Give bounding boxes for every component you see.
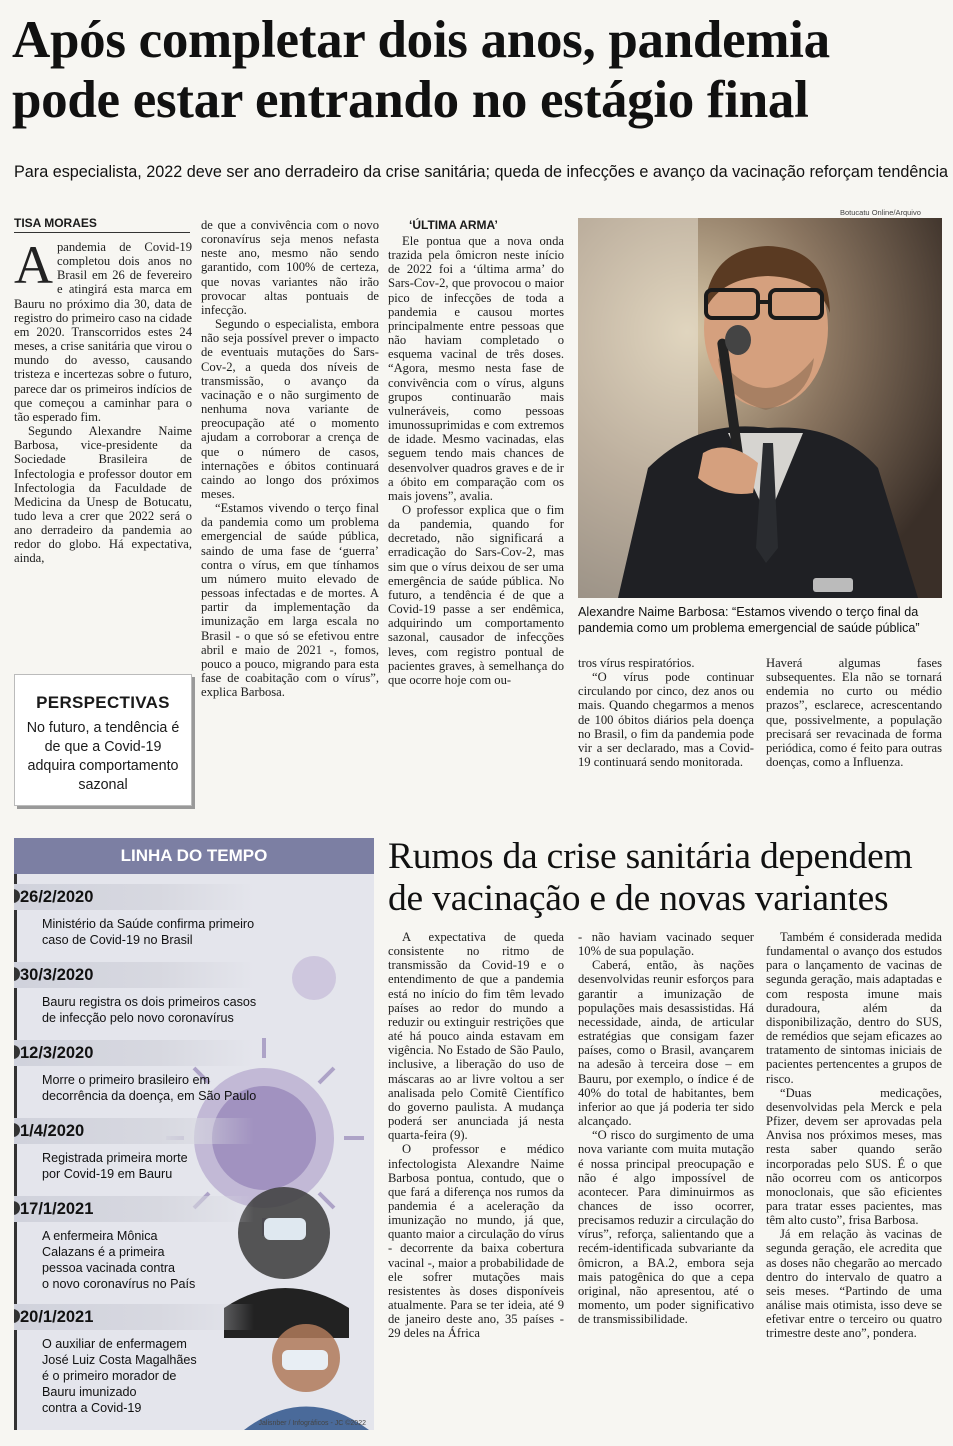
timeline-text-line: por Covid-19 em Bauru [42, 1167, 173, 1181]
article-column-3 [388, 234, 564, 687]
timeline-text-line: José Luiz Costa Magalhães [42, 1353, 197, 1367]
paragraph: Segundo o especialista, embora não seja possível prever o impacto de eventuais mutações do Sars-Cov-2, a queda dos níveis de transmissão, o avanço da vacinação e o não surgimento de nenhuma nova variante de preocupação até o momento ajudam a corroborar a crença de que o número de casos, internações e óbitos continuará caindo ao longo dos próximos meses. [201, 317, 379, 501]
paragraph: A expectativa de queda consistente no ritmo de transmissão da Covid-19 e o entendimento de que a pandemia está no início do fim têm levado países ao redor do mundo a reduzir ou extinguir restrições que até há pouco ainda estavam em vigência. No Estado de São Paulo, inclusive, a liberação do uso de máscaras ao ar livre voltou a ser analisada pelo Comitê Científico do governo paulista. A mudança poderá ser anunciada já nesta quarta-feira (9). [388, 930, 564, 1143]
infographic-credit: Jalisnber / Infográficos - JC ©2022 [258, 1420, 366, 1427]
paragraph: “Duas medicações, desenvolvidas pela Merck e pela Pfizer, devem ser aprovadas pela Anvisa nos próximos meses, mas resta saber quando serão incorporadas pelo SUS. É o que não ocorreu com os anticorpos monoclonais, que são eficientes para tratar esses pacientes, mas têm alto custo”, frisa Barbosa. [766, 1085, 942, 1228]
timeline-description [42, 1336, 197, 1416]
paragraph: Ele pontua que a nova onda trazida pela ômicron neste início de 2022 foi a ‘última arma’ do Sars-Cov-2, que provocou o maior pico de infecções de toda a pandemia e causou mortes principalmente entre pessoas que não haviam completado o esquema vacinal de três doses. “Agora, mesmo nesta fase de convivência com o vírus, alguns grupos continuarão mais vulneráveis, como pessoas imunossuprimidas e com extremos de idade. Mesmo vacinadas, elas seguem tendo mais chances de desenvolver quadros graves e de ir a óbito em comparação com os mais jovens”, avalia. [388, 234, 564, 503]
photo-credit: Botucatu Online/Arquivo [840, 208, 921, 217]
timeline-text-line: Bauru imunizado [42, 1385, 137, 1399]
paragraph: Já em relação às vacinas de segunda geração, ele acredita que as doses não chegarão ao mercado dentro do intervalo de quatro a seis meses. “Partindo de uma análise mais otimista, isso deve se efetivar entre o terceiro ou quatro trimestre deste ano”, pondera. [766, 1227, 942, 1341]
timeline-infographic [14, 838, 374, 1430]
timeline-text-line: caso de Covid-19 no Brasil [42, 933, 193, 947]
timeline-text-line: A enfermeira Mônica [42, 1229, 158, 1243]
secondary-headline-line-2: de vacinação e de novas variantes [388, 878, 889, 919]
timeline-description [42, 1072, 256, 1104]
timeline-text-line: Bauru registra os dois primeiros casos [42, 995, 257, 1009]
article-column-4 [578, 656, 754, 769]
headline-line-2: pode estar entrando no estágio final [12, 71, 809, 129]
timeline-text-line: pessoa vacinada contra [42, 1261, 176, 1275]
timeline-date: 1/4/2020 [14, 1118, 254, 1144]
article-column-1 [14, 235, 192, 566]
perspectivas-title: PERSPECTIVAS [36, 693, 170, 712]
timeline-date: 17/1/2021 [14, 1196, 254, 1222]
article-column-8 [766, 930, 942, 1341]
timeline-date: 30/3/2020 [14, 962, 254, 988]
timeline-text-line: o novo coronavírus no País [42, 1277, 196, 1291]
paragraph: Haverá algumas fases subsequentes. Ela não se tornará endemia no curto ou médio prazos”, esclarece, acrescentando que, possivelmente, a população precisará ser revacinada de forma periódica, como é feito para outras doenças, como a Influenza. [766, 656, 942, 770]
article-column-7 [578, 930, 754, 1326]
paragraph: “Estamos vivendo o terço final da pandemia como um problema emergencial de saúde pública, saindo de uma fase de ‘guerra’ contra o vírus, em que tínhamos um número muito elevado de pessoas infectadas e de mortes. A partir da implementação da imunização em larga escala no Brasil - o que só se efetivou entre abril e maio de 2021 -, fomos, pouco a pouco, migrando para esta fase de coabitação com o vírus”, explica Barbosa. [201, 501, 379, 700]
secondary-headline-line-1: Rumos da crise sanitária dependem [388, 836, 913, 877]
drop-cap: A [14, 235, 53, 295]
timeline-text-line: contra a Covid-19 [42, 1401, 142, 1415]
timeline-axis [14, 874, 17, 1430]
paragraph: “O vírus pode continuar circulando por cinco, dez anos ou mais. Quando chegarmos a menos de 100 óbitos diários pela doença no Brasil, o fim da pandemia pode vir a ser declarado, mas a Covid-19 continuará sendo monitorada. [578, 670, 754, 770]
perspectivas-box [14, 674, 192, 806]
timeline-description [42, 994, 256, 1026]
paragraph: tros vírus respiratórios. [578, 656, 695, 670]
timeline-date: 12/3/2020 [14, 1040, 254, 1066]
timeline-text-line: O auxiliar de enfermagem [42, 1337, 187, 1351]
paragraph: Também é considerada medida fundamental o avanço dos estudos para o lançamento de vacinas de segunda geração, mais adaptadas e com resposta imune mais duradoura, além da disponibilização, dentro do SUS, de remédios que sejam eficazes ao tratamento de sintomas iniciais de pacientes pertencentes a grupos de risco. [766, 930, 942, 1086]
timeline-description [42, 1228, 195, 1292]
article-column-6 [388, 930, 564, 1341]
paragraph: Caberá, então, às nações desenvolvidas reunir esforços para garantir a imunização de populações mais desassistidas. Há necessidade, ainda, de articular estratégias que consigam fazer países, como o Brasil, avançarem na adesão à terceira dose – em Bauru, por exemplo, o índice é de 40% do total de habitantes, bem inferior ao que já poderia ter sido alcançado. [578, 958, 754, 1129]
timeline-title: LINHA DO TEMPO [14, 838, 374, 874]
perspectivas-text: No futuro, a tendência é de que a Covid-19 adquira comportamento sazonal [26, 720, 180, 793]
timeline-description [42, 916, 254, 948]
paragraph: - não haviam vacinado sequer 10% de sua população. [578, 930, 754, 959]
timeline-text-line: Morre o primeiro brasileiro em [42, 1073, 210, 1087]
timeline-description [42, 1150, 188, 1182]
paragraph: O professor e médico infectologista Alexandre Naime Barbosa pontua, contudo, que o que fará a diferença nos rumos da pandemia é a aceleração da imunização no mundo, já que, quanto maior a circulação do vírus - decorrente da baixa cobertura vacinal -, maior a probabilidade de ele sofrer mutações mais resistentes às doses disponíveis atualmente. Para se ter ideia, até 9 de janeiro deste ano, 35 países - 29 deles na África [388, 1142, 564, 1341]
timeline-text-line: de infecção pelo novo coronavírus [42, 1011, 234, 1025]
article-column-5 [766, 656, 942, 769]
speaker-illustration [578, 218, 942, 598]
paragraph: pandemia de Covid-19 completou dois anos no Brasil em 26 de fevereiro e atingirá esta marca em Bauru no próximo dia 30, data de registro do primeiro caso na cidade em 2020. Transcorridos estes 24 meses, a crise sanitária que virou o mundo do avesso, causando tristeza e incertezas sobre o futuro, parece dar os primeiros indícios de que começou a caminhar para o tão esperado fim. [14, 240, 192, 424]
timeline-date: 20/1/2021 [14, 1304, 254, 1330]
paragraph: “O risco do surgimento de uma nova variante com muita mutação é nossa principal preocupação e não é algo impossível de acontecer. Para diminuirmos as chances de isso ocorrer, precisamos reduzir a circulação do vírus”, reforça, salientando que a recém-identificada subvariante da ômicron, a BA.2, embora seja mais patogênica do que a cepa original, não apresentou, até o momento, um poder significativo de transmissibilidade. [578, 1128, 754, 1327]
headline-line-1: Após completar dois anos, pandemia [12, 11, 830, 69]
section-label: ‘ÚLTIMA ARMA’ [409, 218, 498, 232]
timeline-text-line: Calazans é a primeira [42, 1245, 165, 1259]
byline: TISA MORAES [14, 216, 190, 233]
timeline-text-line: decorrência da doença, em São Paulo [42, 1089, 257, 1103]
timeline-text-line: Registrada primeira morte [42, 1151, 188, 1165]
photo-caption: Alexandre Naime Barbosa: “Estamos vivendo o terço final da pandemia como um problema emergencial de saúde pública” [578, 605, 920, 635]
paragraph: O professor explica que o fim da pandemia, quando for decretado, não significará a erradicação do Sars-Cov-2, mas sim que o vírus deixou de ser uma emergência de saúde pública. No futuro, a tendência é de que a Covid-19 passe a ser endêmica, adquirindo um comportamento sazonal, causador de infecções leves, com registro pontual de pacientes graves, à semelhança do que ocorre hoje com ou- [388, 502, 564, 687]
paragraph: de que a convivência com o novo coronavírus seja menos nefasta neste ano, mesmo não sendo garantido, com 100% de certeza, que novas variantes não irão provocar altas pontuais de infecção. [201, 218, 379, 317]
headline [12, 10, 942, 130]
subheadline: Para especialista, 2022 deve ser ano derradeiro da crise sanitária; queda de infecções e avanço da vacinação reforçam tendência [14, 163, 949, 181]
timeline-text-line: é o primeiro morador de [42, 1369, 177, 1383]
article-column-2 [201, 218, 379, 699]
speaker-photo [578, 218, 942, 598]
timeline-text-line: Ministério da Saúde confirma primeiro [42, 917, 255, 931]
timeline-date: 26/2/2020 [14, 884, 254, 910]
paragraph: Segundo Alexandre Naime Barbosa, vice-presidente da Sociedade Brasileira de Infectologia e professor doutor em Infectologia da Faculdade de Medicina da Unesp de Botucatu, tudo leva a crer que 2022 será o ano derradeiro da pandemia ao redor do globo. Há expectativa, ainda, [14, 424, 192, 566]
secondary-headline [388, 836, 946, 920]
